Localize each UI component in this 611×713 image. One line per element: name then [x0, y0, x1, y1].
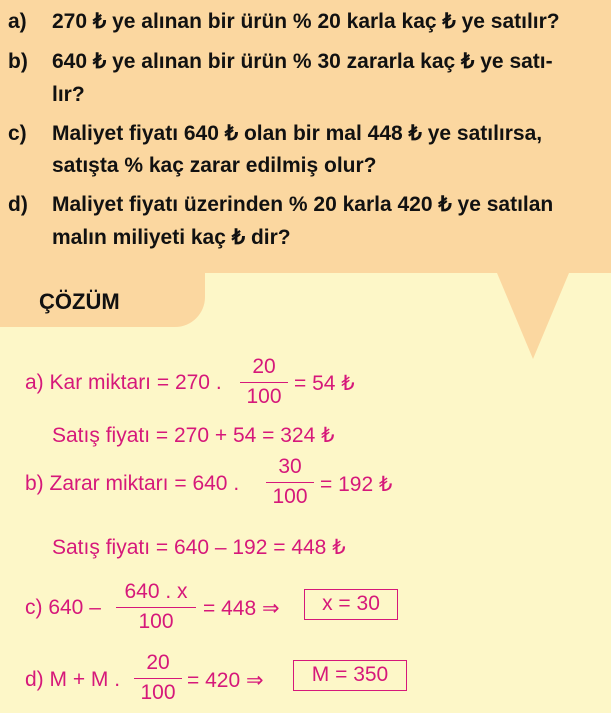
fraction-numerator: 30 [278, 455, 302, 478]
fraction-numerator: 20 [146, 651, 170, 674]
fraction-d [134, 651, 182, 705]
question-text: malın miliyeti kaç ₺ dir? [52, 226, 291, 249]
fraction-bar [240, 382, 288, 383]
solution-a-post: = 54 ₺ [294, 372, 355, 395]
question-text: lır? [52, 83, 85, 106]
fraction-bar [266, 482, 314, 483]
solution-d-pre: d) M + M . [25, 668, 121, 691]
fraction-bar [116, 607, 196, 608]
solution-b-pre: b) Zarar miktarı = 640 . [25, 472, 240, 495]
solution-d-post: = 420 ⇒ [187, 669, 264, 692]
question-text: Maliyet fiyatı 640 ₺ olan bir mal 448 ₺ ye satılırsa, [52, 122, 543, 145]
fraction-b [266, 455, 314, 509]
fraction-numerator: 20 [252, 355, 276, 378]
question-text: Maliyet fiyatı üzerinden % 20 karla 420 ₺ ye satılan [52, 193, 554, 216]
fraction-a [240, 355, 288, 409]
fraction-denominator: 100 [272, 485, 308, 508]
question-text: 640 ₺ ye alınan bir ürün % 30 zararla kaç ₺ ye satı- [52, 50, 553, 73]
solution-a-pre: a) Kar miktarı = 270 . [25, 371, 222, 394]
question-text: satışta % kaç zarar edilmiş olur? [52, 154, 377, 177]
callout-notch [497, 273, 569, 359]
question-text: 270 ₺ ye alınan bir ürün % 20 karla kaç ₺ ye satılır? [52, 10, 560, 33]
solution-c-post: = 448 ⇒ [203, 597, 280, 620]
question-label: b) [8, 50, 28, 73]
question-label: a) [8, 10, 27, 33]
fraction-bar [134, 678, 182, 679]
fraction-denominator: 100 [138, 610, 174, 633]
answer-box-d: M = 350 [293, 660, 407, 691]
fraction-c [116, 580, 196, 634]
answer-box-c: x = 30 [304, 589, 398, 620]
fraction-numerator: 640 . x [124, 580, 188, 603]
question-label: d) [8, 193, 28, 216]
fraction-denominator: 100 [246, 385, 282, 408]
solution-b-line2: Satış fiyatı = 640 – 192 = 448 ₺ [52, 536, 346, 559]
solution-c-pre: c) 640 – [25, 596, 101, 619]
solution-b-post: = 192 ₺ [320, 473, 393, 496]
fraction-denominator: 100 [140, 681, 176, 704]
solution-a-line2: Satış fiyatı = 270 + 54 = 324 ₺ [52, 424, 335, 447]
solution-title: ÇÖZÜM [39, 289, 120, 314]
question-label: c) [8, 122, 27, 145]
